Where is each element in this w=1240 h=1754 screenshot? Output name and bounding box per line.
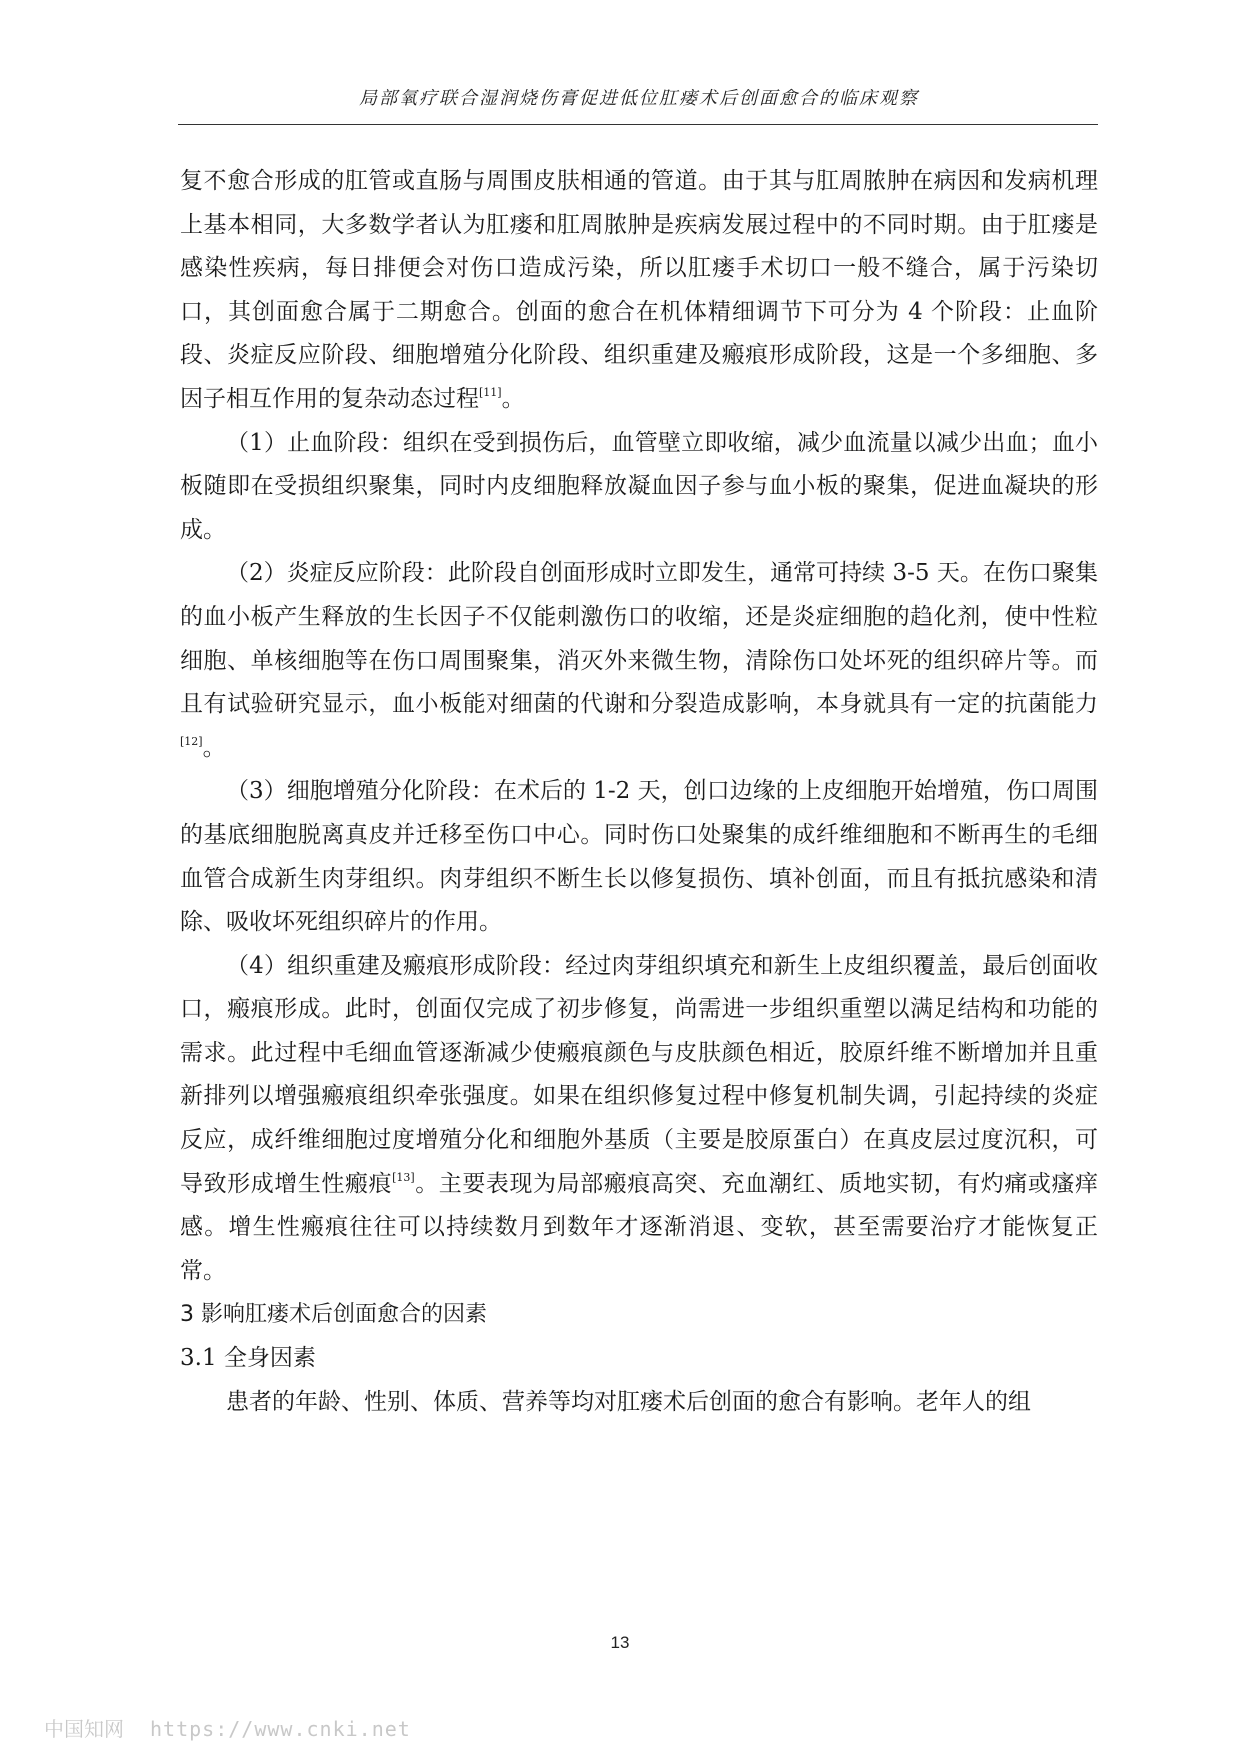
running-header — [180, 84, 1098, 110]
paragraph-remodeling — [180, 945, 1098, 1294]
paragraph-tail: 。 — [202, 734, 226, 761]
paragraph-text: 复不愈合形成的肛管或直肠与周围皮肤相通的管道。由于其与肛周脓肿在病因和发病机理上基本相同，大多数学者认为肛瘘和肛周脓肿是疾病发展过程中的不同时期。由于肛瘘是感染性疾病，每日排便会对伤口造成污染，所以肛瘘手术切口一般不缝合，属于污染切口，其创面愈合属于二期愈合。创面的愈合在机体精细调节下可分为 4 个阶段：止血阶段、炎症反应阶段、细胞增殖分化阶段、组织重建及瘢痕形成阶段，这是一个多细胞、多因子相互作用的复杂动态过程 — [180, 168, 1098, 412]
paragraph-systemic-factors — [180, 1381, 1098, 1425]
subsection-heading: 3.1 全身因素 — [180, 1345, 316, 1372]
citation-11[interactable]: [11] — [479, 385, 502, 399]
watermark — [44, 1713, 411, 1742]
watermark-url: https://www.cnki.net — [150, 1717, 411, 1741]
page-number: 13 — [610, 1633, 630, 1652]
paragraph-text: （4）组织重建及瘢痕形成阶段：经过肉芽组织填充和新生上皮组织覆盖，最后创面收口，瘢痕形成。此时，创面仅完成了初步修复，尚需进一步组织重塑以满足结构和功能的需求。此过程中毛细血管逐渐减少使瘢痕颜色与皮肤颜色相近，胶原纤维不断增加并且重新排列以增强瘢痕组织牵张强度。如果在组织修复过程中修复机制失调，引起持续的炎症反应，成纤维细胞过度增殖分化和细胞外基质（主要是胶原蛋白）在真皮层过度沉积，可导致形成增生性瘢痕 — [180, 952, 1098, 1197]
paragraph-proliferation — [180, 770, 1098, 944]
running-title: 局部氧疗联合湿润烧伤膏促进低位肛瘘术后创面愈合的临床观察 — [359, 88, 919, 109]
document-body — [180, 160, 1098, 1424]
header-divider — [178, 124, 1098, 125]
watermark-brand: 中国知网 — [44, 1717, 124, 1741]
paragraph-hemostasis — [180, 422, 1098, 553]
paragraph-tail: 。主要表现为局部瘢痕高突、充血潮红、质地实韧，有灼痛或瘙痒感。增生性瘢痕往往可以持续数月到数年才逐渐消退、变软，甚至需要治疗才能恢复正常。 — [180, 1170, 1099, 1284]
paragraph-text: （2）炎症反应阶段：此阶段自创面形成时立即发生，通常可持续 3-5 天。在伤口聚集的血小板产生释放的生长因子不仅能刺激伤口的收缩，还是炎症细胞的趋化剂，使中性粒细胞、单核细胞等在伤口周围聚集，消灭外来微生物，清除伤口处坏死的组织碎片等。而且有试验研究显示，血小板能对细菌的代谢和分裂造成影响，本身就具有一定的抗菌能力 — [180, 560, 1098, 718]
paragraph-inflammation — [180, 552, 1098, 770]
section-heading: 3 影响肛瘘术后创面愈合的因素 — [180, 1302, 487, 1328]
paragraph-tail: 。 — [501, 385, 525, 412]
citation-13[interactable]: [13] — [392, 1170, 415, 1184]
paragraph-text: （3）细胞增殖分化阶段：在术后的 1-2 天，创口边缘的上皮细胞开始增殖，伤口周围的基底细胞脱离真皮并迁移至伤口中心。同时伤口处聚集的成纤维细胞和不断再生的毛细血管合成新生肉芽组织。肉芽组织不断生长以修复损伤、填补创面，而且有抵抗感染和清除、吸收坏死组织碎片的作用。 — [180, 778, 1098, 936]
citation-12[interactable]: [12] — [180, 734, 203, 748]
paragraph-continuation — [180, 160, 1098, 422]
paragraph-text: （1）止血阶段：组织在受到损伤后，血管壁立即收缩，减少血流量以减少出血；血小板随即在受损组织聚集，同时内皮细胞释放凝血因子参与血小板的聚集，促进血凝块的形成。 — [180, 429, 1098, 543]
paragraph-text: 患者的年龄、性别、体质、营养等均对肛瘘术后创面的愈合有影响。老年人的组 — [226, 1388, 1031, 1415]
